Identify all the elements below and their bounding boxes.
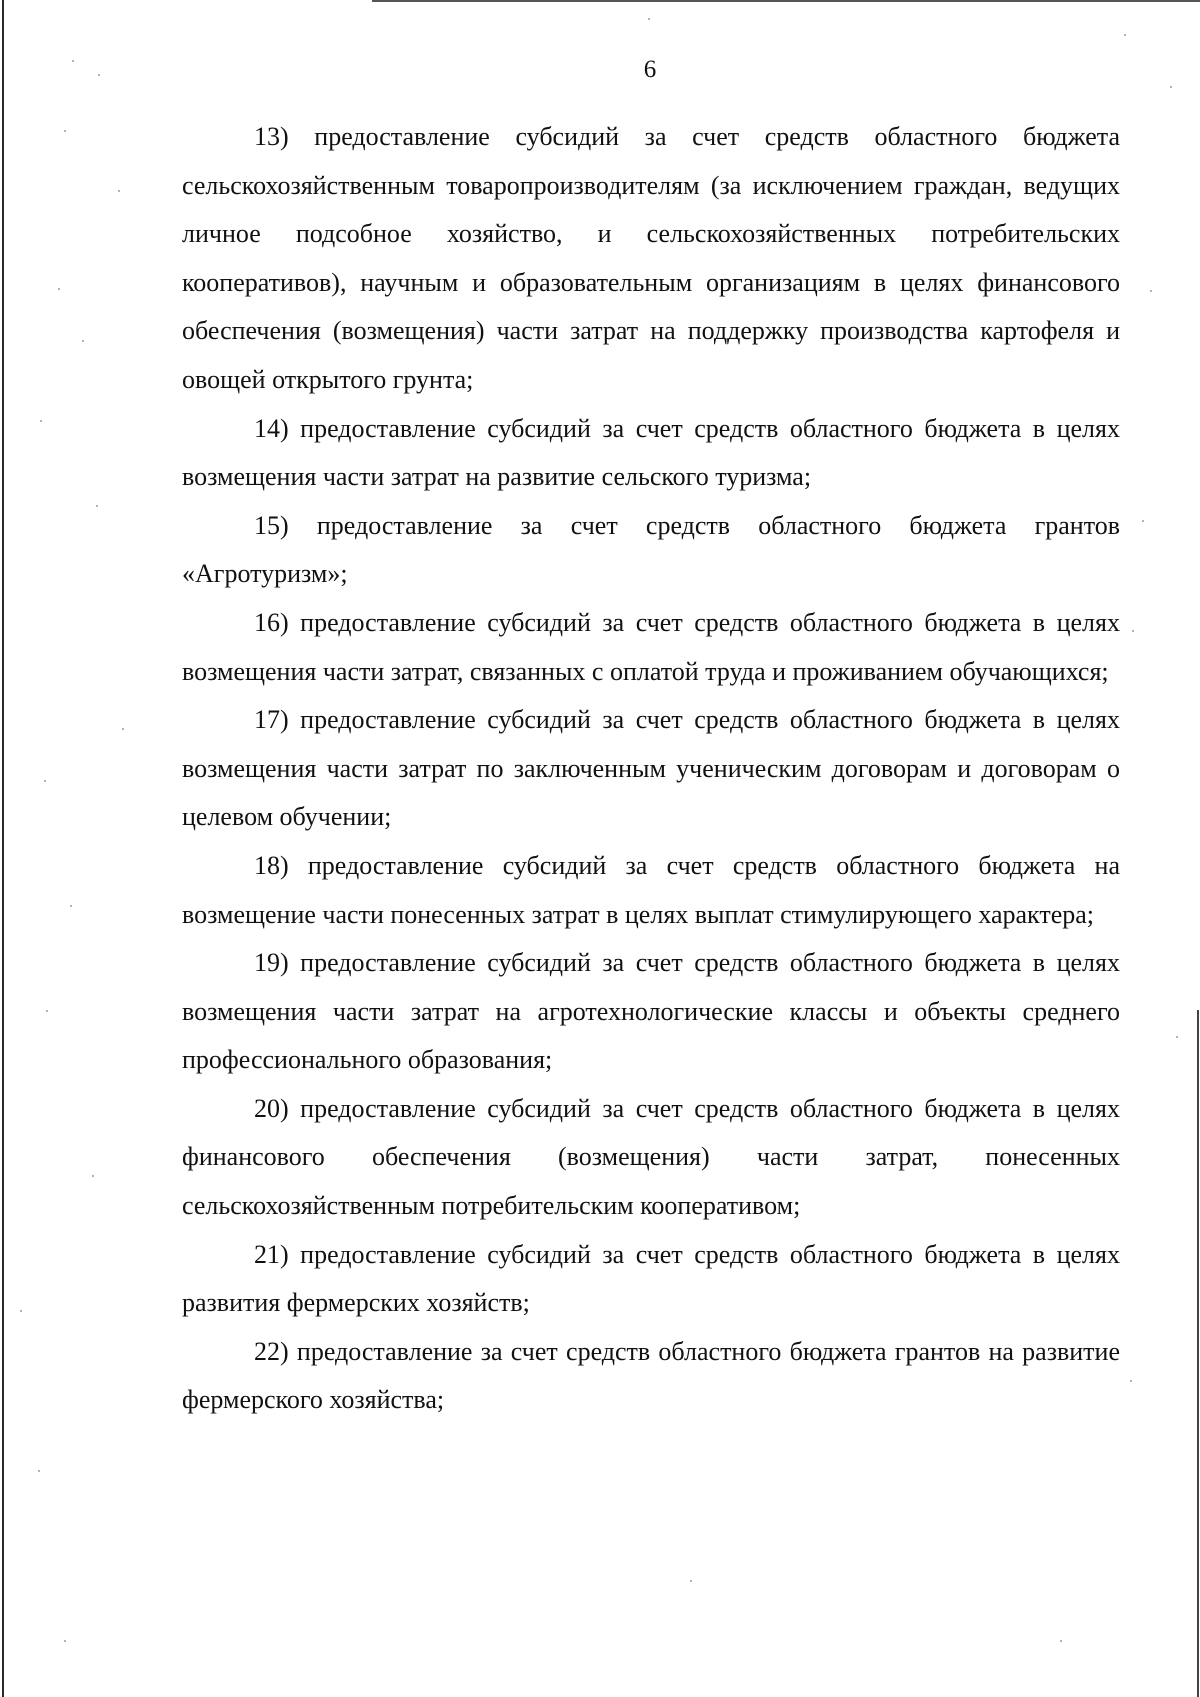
scan-speck [38,1470,40,1472]
scan-speck [70,905,72,907]
paragraph-17: 17) предоставление субсидий за счет средств областного бюджета в целях возмещения части затрат по заключенным ученическим договорам и договорам о целевом обучении; [182,705,1120,832]
scan-speck [648,18,650,20]
paragraph-22: 22) предоставление за счет средств областного бюджета грантов на развитие фермерского хозяйства; [182,1336,1120,1415]
scan-edge-right [1197,1010,1199,1697]
paragraph-16: 16) предоставление субсидий за счет средств областного бюджета в целях возмещения части затрат, связанных с оплатой труда и проживанием обучающихся; [182,607,1120,686]
paragraph-19: 19) предоставление субсидий за счет средств областного бюджета в целях возмещения части затрат на агротехнологические классы и объекты среднего профессионального образования; [182,948,1120,1075]
scan-speck [1060,1640,1062,1642]
paragraph-15: 15) предоставление за счет средств областного бюджета грантов «Агротуризм»; [182,510,1120,589]
paragraph-13: 13) предоставление субсидий за счет средств областного бюджета сельскохозяйственным товаропроизводителям (за исключением граждан, ведущих личное подсобное хозяйство, и сельскохозяйственных потребительских кооперативов), научным и образовательным организациям в целях финансового обеспечения (возмещения) части затрат на поддержку производства картофеля и овощей открытого грунта; [182,122,1120,394]
scan-edge-top [372,0,1200,2]
scan-speck [1132,630,1134,632]
scan-speck [118,190,120,192]
scan-speck [122,728,124,730]
paragraph-20: 20) предоставление субсидий за счет средств областного бюджета в целях финансового обеспечения (возмещения) части затрат, понесенных сельскохозяйственным потребительским кооперативом; [182,1093,1120,1221]
paragraph-14: 14) предоставление субсидий за счет средств областного бюджета в целях возмещения части затрат на развитие сельского туризма; [182,413,1120,492]
scan-speck [96,505,98,507]
scan-edge-left [2,0,4,1697]
document-body [182,113,1120,1425]
scan-speck [40,420,42,422]
scan-speck [1170,86,1172,88]
scan-speck [72,60,74,62]
scan-speck [690,1580,692,1582]
scan-speck [82,340,84,342]
paragraph-21: 21) предоставление субсидий за счет средств областного бюджета в целях развития фермерских хозяйств; [182,1239,1120,1318]
scan-speck [64,130,66,132]
scan-speck [46,1010,48,1012]
scan-speck [1176,1036,1178,1038]
scan-speck [64,1640,66,1642]
scan-speck [92,1175,94,1177]
scan-speck [58,288,60,290]
page-number: 6 [643,56,657,83]
scan-speck [1142,520,1144,522]
scan-speck [1130,1380,1132,1382]
scan-speck [98,74,100,76]
scan-speck [1124,34,1126,36]
paragraph-18: 18) предоставление субсидий за счет средств областного бюджета на возмещение части понесенных затрат в целях выплат стимулирующего характера; [182,850,1120,929]
scan-speck [44,780,46,782]
scan-speck [1150,290,1152,292]
scan-speck [20,1310,22,1312]
